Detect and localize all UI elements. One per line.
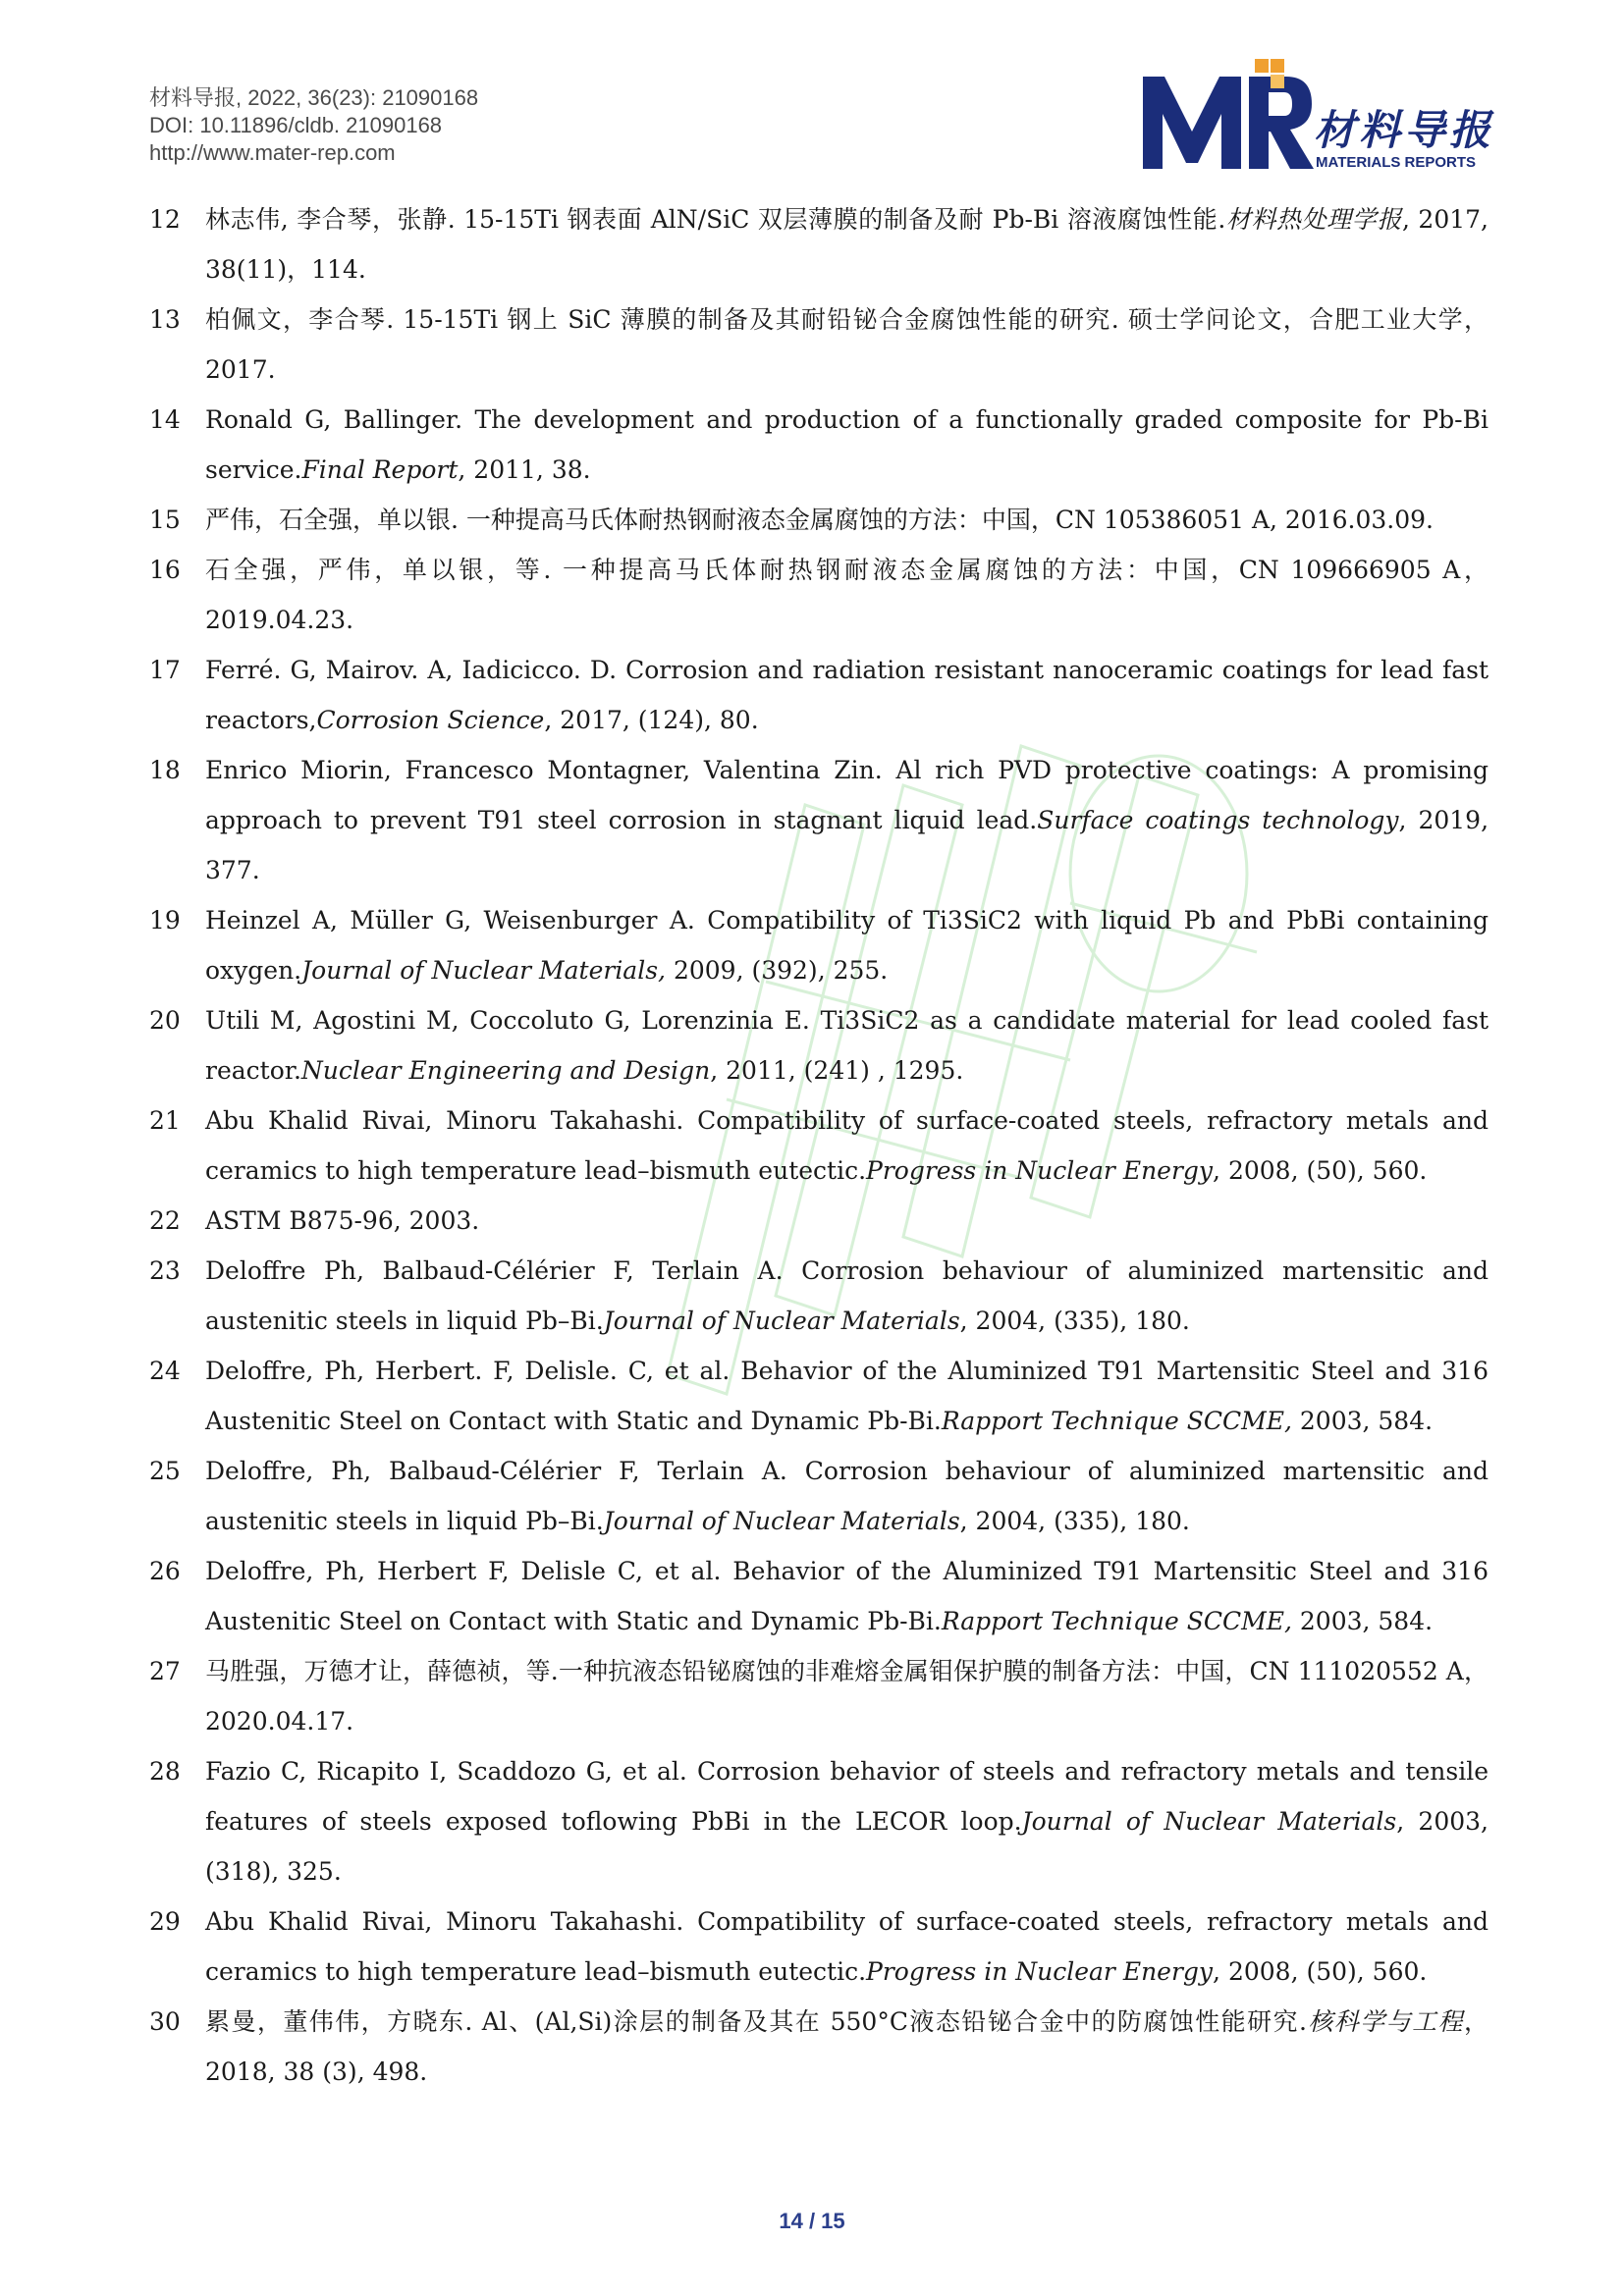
reference-number: 24 — [149, 1357, 181, 1385]
reference-text: 累曼，董伟伟，方晓东. Al、(Al,Si)涂层的制备及其在 550°C液态铅铋合金中的防腐蚀性能研究. — [205, 2007, 1307, 2036]
reference-details: , 2004, (335), 180. — [959, 1507, 1190, 1535]
reference-number: 19 — [149, 906, 181, 934]
reference-item — [149, 895, 1489, 995]
reference-text: Ronald G, Ballinger. The development and production of a functionally graded composite for Pb-Bi service. — [205, 405, 1489, 484]
reference-text: Ferré. G, Mairov. A, Iadicicco. D. Corrosion and radiation resistant nanoceramic coatings for lead fast reactors, — [205, 656, 1489, 734]
reference-item — [149, 194, 1489, 294]
logo-r-glyph — [1249, 77, 1314, 169]
reference-text: ASTM B875-96, 2003. — [205, 1206, 480, 1235]
reference-journal: Nuclear Engineering and Design — [300, 1056, 711, 1085]
reference-item — [149, 995, 1489, 1095]
reference-number: 18 — [149, 756, 181, 784]
reference-number: 20 — [149, 1006, 181, 1035]
reference-text: 林志伟, 李合琴，张静. 15-15Ti 钢表面 AlN/SiC 双层薄膜的制备及耐 Pb-Bi 溶液腐蚀性能. — [205, 205, 1226, 234]
reference-text: Deloffre, Ph, Herbert. F, Delisle. C, et al. Behavior of the Aluminized T91 Martensitic Steel and 316 Austenitic Steel on Contact with Static and Dynamic Pb-Bi. — [205, 1357, 1489, 1435]
reference-item — [149, 1896, 1489, 1997]
reference-details: , 2008, (50), 560. — [1213, 1957, 1428, 1986]
reference-details: 2009, (392), 255. — [666, 956, 889, 985]
reference-text: Deloffre Ph, Balbaud-Célérier F, Terlain A. Corrosion behaviour of aluminized martensitic and austenitic steels in liquid Pb–Bi. — [205, 1256, 1489, 1335]
reference-item — [149, 1546, 1489, 1646]
logo-chinese-name: 材料导报 — [1314, 106, 1495, 154]
reference-details: , 2017, 38(11)，114. — [205, 205, 1489, 284]
reference-item — [149, 545, 1489, 645]
reference-text: Abu Khalid Rivai, Minoru Takahashi. Compatibility of surface-coated steels, refractory metals and ceramics to high temperature lead–bismuth eutectic. — [205, 1106, 1489, 1185]
reference-journal: Corrosion Science — [316, 706, 545, 734]
logo-square — [1271, 59, 1284, 73]
reference-text: 石全强，严伟，单以银，等. 一种提高马氏体耐热钢耐液态金属腐蚀的方法：中国，CN 109666905 A，2019.04.23. — [205, 556, 1489, 634]
reference-text: Abu Khalid Rivai, Minoru Takahashi. Compatibility of surface-coated steels, refractory metals and ceramics to high temperature lead–bismuth eutectic. — [205, 1907, 1489, 1986]
reference-journal: Journal of Nuclear Materials, — [301, 956, 666, 985]
logo-m-glyph — [1143, 77, 1241, 169]
reference-list — [149, 194, 1489, 2097]
reference-number: 27 — [149, 1657, 181, 1685]
reference-details: 2003, 584. — [1291, 1607, 1434, 1635]
reference-text: 严伟，石全强，单以银. 一种提高马氏体耐热钢耐液态金属腐蚀的方法：中国，CN 105386051 A, 2016.03.09. — [205, 506, 1434, 534]
reference-item — [149, 1997, 1489, 2097]
reference-item — [149, 1446, 1489, 1546]
reference-item — [149, 745, 1489, 895]
reference-journal: 核科学与工程 — [1306, 2007, 1464, 2036]
reference-number: 29 — [149, 1907, 181, 1936]
journal-logo — [1139, 55, 1495, 177]
reference-text: Deloffre, Ph, Balbaud-Célérier F, Terlain A. Corrosion behaviour of aluminized martensitic and austenitic steels in liquid Pb–Bi. — [205, 1457, 1489, 1535]
reference-details: , 2011, (241) , 1295. — [710, 1056, 964, 1085]
reference-journal: Rapport Technique SCCME, — [941, 1407, 1292, 1435]
logo-square — [1255, 59, 1269, 73]
reference-item — [149, 395, 1489, 495]
reference-details: 2003, 584. — [1291, 1407, 1434, 1435]
reference-item — [149, 1095, 1489, 1196]
reference-journal: Journal of Nuclear Materials — [603, 1507, 960, 1535]
reference-journal: Journal of Nuclear Materials — [603, 1307, 960, 1335]
reference-text: Heinzel A, Müller G, Weisenburger A. Compatibility of Ti3SiC2 with liquid Pb and PbBi containing oxygen. — [205, 906, 1489, 985]
reference-number: 30 — [149, 2007, 181, 2036]
reference-item — [149, 645, 1489, 745]
reference-item — [149, 495, 1489, 545]
reference-journal: Final Report — [301, 455, 459, 484]
reference-number: 16 — [149, 556, 181, 584]
reference-number: 17 — [149, 656, 181, 684]
reference-details: ，2018, 38 (3), 498. — [205, 2007, 1489, 2086]
reference-text: 柏佩文，李合琴. 15-15Ti 钢上 SiC 薄膜的制备及其耐铅铋合金腐蚀性能的研究. 硕士学问论文，合肥工业大学，2017. — [205, 305, 1489, 384]
reference-details: , 2004, (335), 180. — [959, 1307, 1190, 1335]
reference-details: , 2017, (124), 80. — [544, 706, 759, 734]
reference-number: 21 — [149, 1106, 181, 1135]
page-number: 14 / 15 — [779, 2209, 845, 2233]
reference-number: 13 — [149, 305, 181, 334]
reference-journal: Surface coatings technology — [1037, 806, 1399, 834]
journal-url[interactable]: http://www.mater-rep.com — [149, 140, 396, 165]
reference-journal: Journal of Nuclear Materials — [1021, 1807, 1397, 1836]
reference-item — [149, 1746, 1489, 1896]
reference-details: , 2008, (50), 560. — [1213, 1156, 1428, 1185]
reference-number: 12 — [149, 205, 181, 234]
logo-square — [1271, 75, 1284, 88]
reference-number: 26 — [149, 1557, 181, 1585]
reference-item — [149, 1346, 1489, 1446]
reference-journal: Progress in Nuclear Energy — [866, 1156, 1214, 1185]
reference-journal: Progress in Nuclear Energy — [866, 1957, 1214, 1986]
reference-number: 23 — [149, 1256, 181, 1285]
reference-item — [149, 1196, 1489, 1246]
reference-text: Fazio C, Ricapito I, Scaddozo G, et al. Corrosion behavior of steels and refractory metals and tensile features of steels exposed toflowing PbBi in the LECOR loop. — [205, 1757, 1489, 1836]
journal-citation: 材料导报, 2022, 36(23): 21090168 — [149, 85, 479, 110]
reference-number: 14 — [149, 405, 181, 434]
reference-text: Enrico Miorin, Francesco Montagner, Valentina Zin. Al rich PVD protective coatings: A promising approach to prevent T91 steel corrosion in stagnant liquid lead. — [205, 756, 1489, 834]
reference-journal: 材料热处理学报 — [1225, 205, 1402, 234]
reference-number: 15 — [149, 506, 181, 534]
reference-text: Deloffre, Ph, Herbert F, Delisle C, et al. Behavior of the Aluminized T91 Martensitic Steel and 316 Austenitic Steel on Contact with Static and Dynamic Pb-Bi. — [205, 1557, 1489, 1635]
logo-english-name: MATERIALS REPORTS — [1316, 154, 1477, 171]
mr-logo-mark-icon — [1139, 55, 1316, 177]
reference-item — [149, 1646, 1489, 1746]
reference-number: 28 — [149, 1757, 181, 1786]
doi: DOI: 10.11896/cldb. 21090168 — [149, 113, 443, 137]
reference-item — [149, 294, 1489, 395]
reference-item — [149, 1246, 1489, 1346]
reference-text: 马胜强，万德才让，薛德祯，等.一种抗液态铅铋腐蚀的非难熔金属钼保护膜的制备方法：中国，CN 111020552 A，2020.04.17. — [205, 1657, 1489, 1735]
reference-journal: Rapport Technique SCCME, — [941, 1607, 1292, 1635]
header-meta — [149, 84, 478, 167]
reference-details: , 2019, 377. — [205, 806, 1489, 884]
reference-number: 25 — [149, 1457, 181, 1485]
reference-text: Utili M, Agostini M, Coccoluto G, Lorenzinia E. Ti3SiC2 as a candidate material for lead cooled fast reactor. — [205, 1006, 1489, 1085]
reference-number: 22 — [149, 1206, 181, 1235]
reference-details: , 2003, (318), 325. — [205, 1807, 1489, 1886]
reference-details: , 2011, 38. — [458, 455, 591, 484]
